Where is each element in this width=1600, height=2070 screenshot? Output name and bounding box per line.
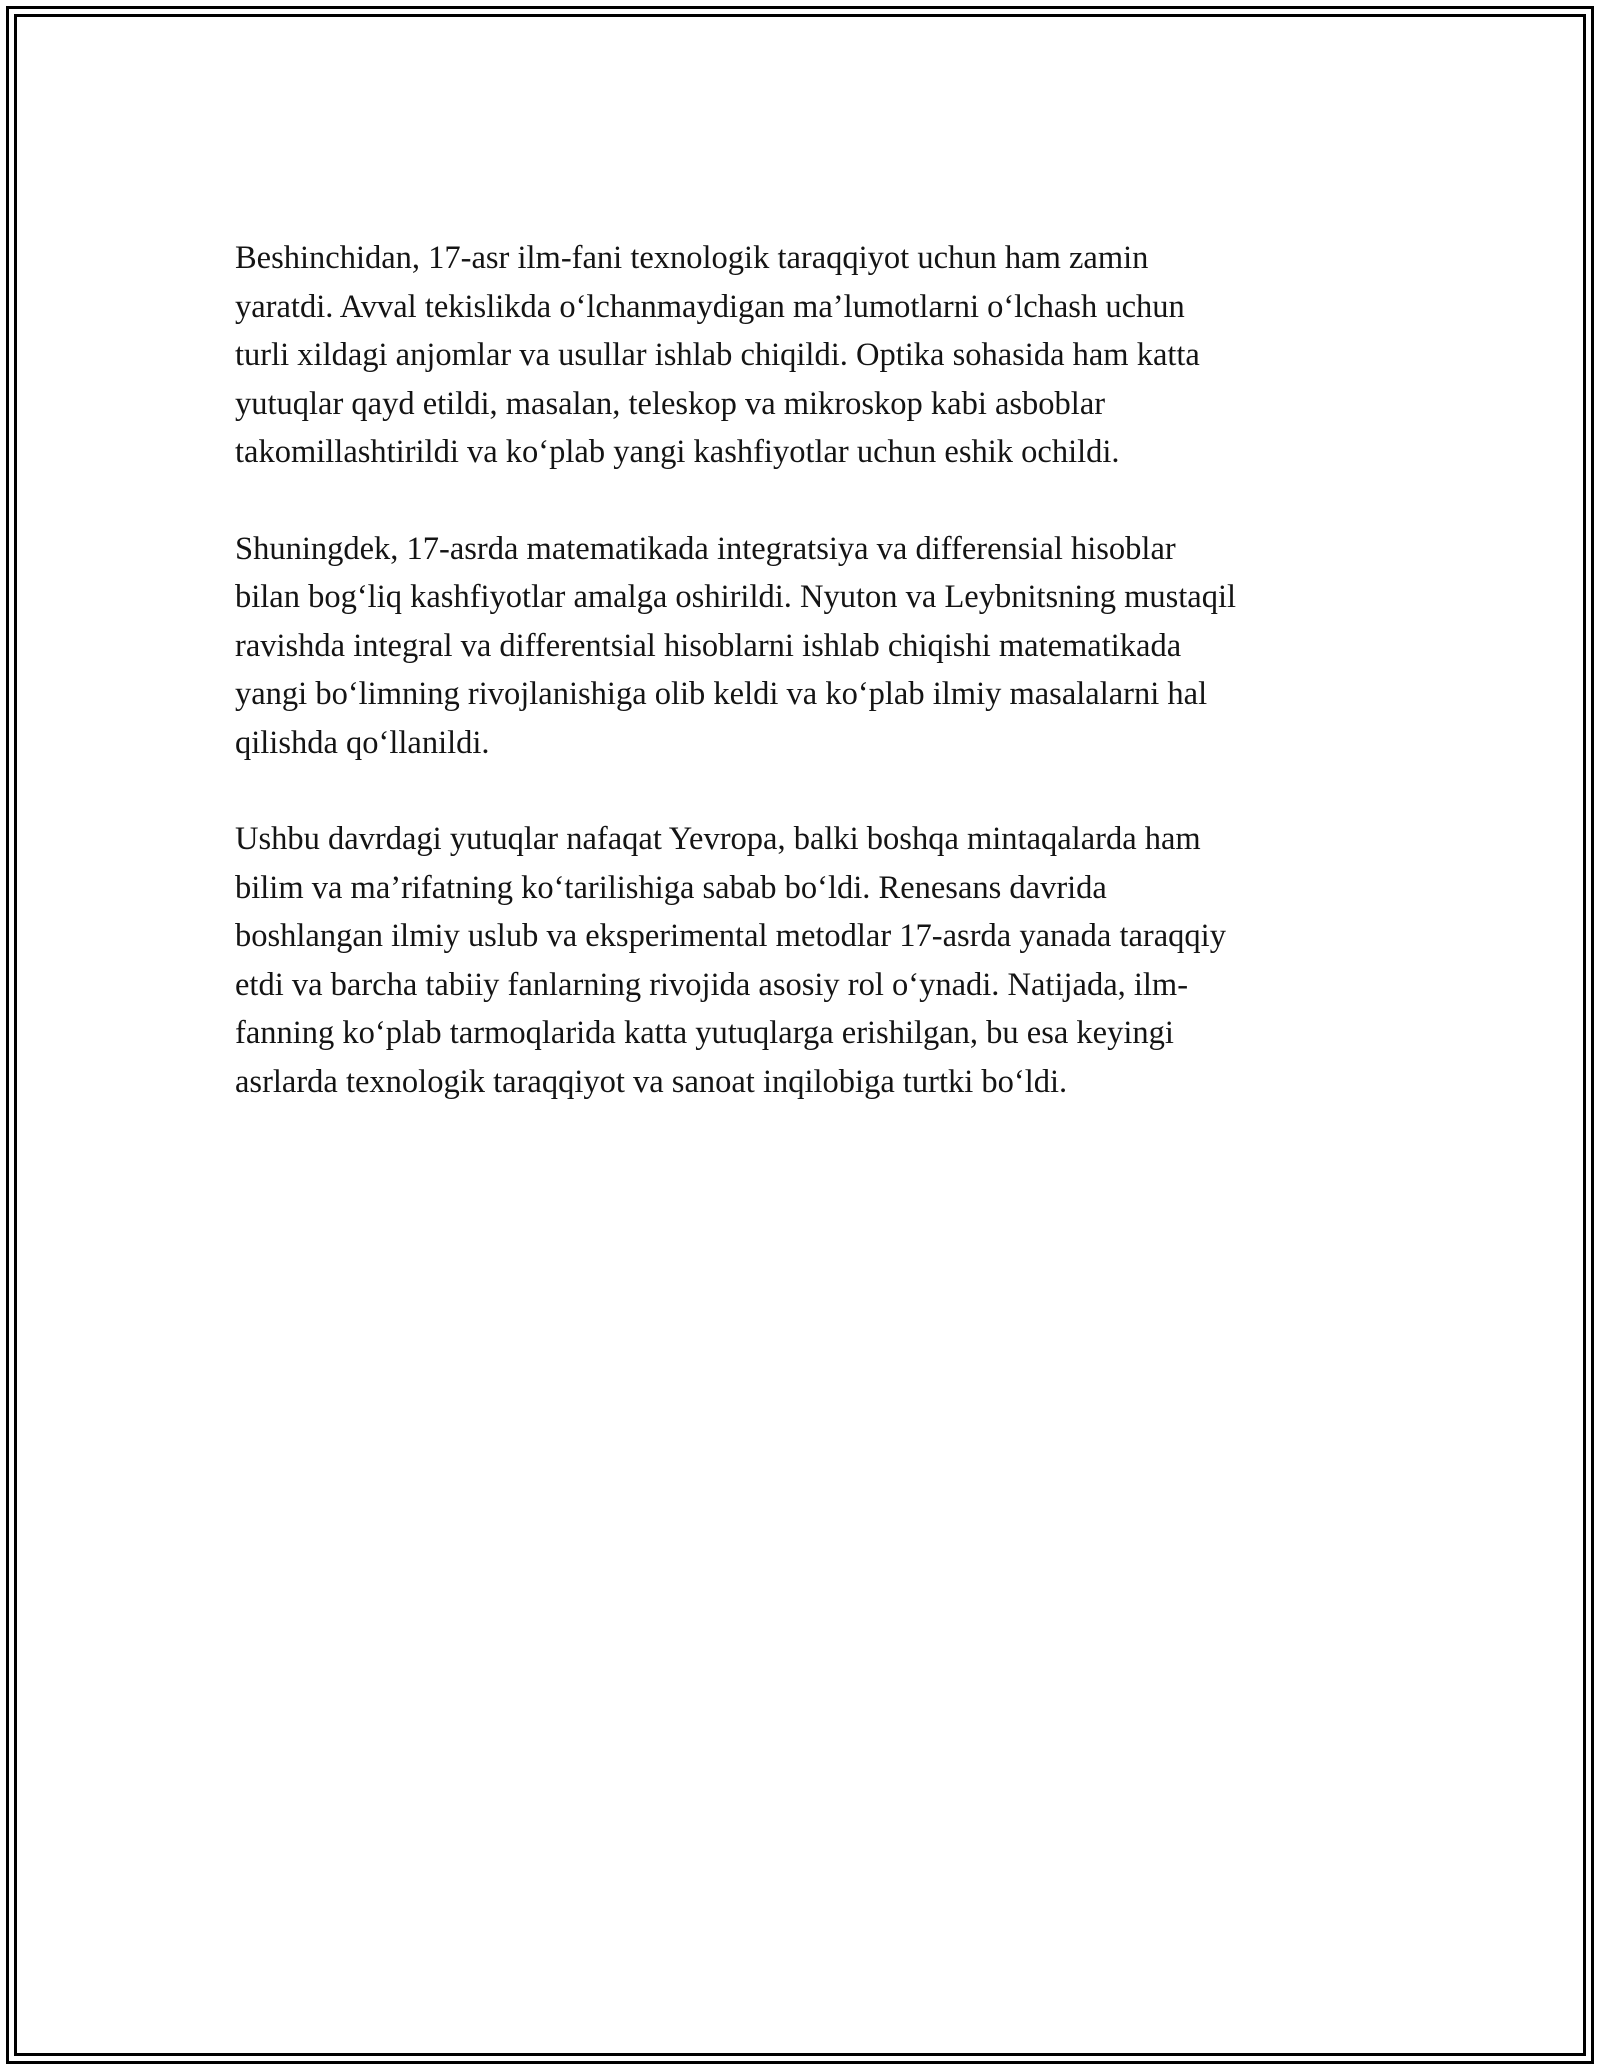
- text-line: yutuqlar qayd etildi, masalan, teleskop va mikroskop kabi asboblar: [235, 385, 1106, 422]
- text-line: ravishda integral va differentsial hisoblarni ishlab chiqishi matematikada: [235, 627, 1182, 664]
- text-line: takomillashtirildi va ko‘plab yangi kashfiyotlar uchun eshik ochildi.: [235, 434, 1120, 470]
- text-line: qilishda qo‘llanildi.: [235, 724, 490, 761]
- document-body: [235, 234, 1385, 1154]
- text-line: Shuningdek, 17-asrda matematikada integratsiya va differensial hisoblar: [235, 530, 1176, 567]
- text-line: bilim va ma’rifatning ko‘tarilishiga sabab bo‘ldi. Renesans davrida: [235, 869, 1107, 906]
- text-line: Beshinchidan, 17-asr ilm-fani texnologik taraqqiyot uchun ham zamin: [235, 240, 1149, 276]
- text-line: turli xildagi anjomlar va usullar ishlab chiqildi. Optika sohasida ham katta: [235, 337, 1200, 373]
- text-line: asrlarda texnologik taraqqiyot va sanoat inqilobiga turtki bo‘ldi.: [235, 1063, 1068, 1100]
- text-line: boshlangan ilmiy uslub va eksperimental metodlar 17-asrda yanada taraqqiy: [235, 918, 1226, 954]
- paragraph-2: [235, 525, 1385, 768]
- text-line: Ushbu davrdagi yutuqlar nafaqat Yevropa, balki boshqa mintaqalarda ham: [235, 821, 1201, 857]
- text-line: bilan bog‘liq kashfiyotlar amalga oshirildi. Nyuton va Leybnitsning mustaqil: [235, 579, 1237, 615]
- paragraph-3: [235, 815, 1385, 1106]
- text-line: etdi va barcha tabiiy fanlarning rivojida asosiy rol o‘ynadi. Natijada, ilm-: [235, 966, 1189, 1003]
- paragraph-1: [235, 234, 1385, 477]
- text-line: yangi bo‘limning rivojlanishiga olib keldi va ko‘plab ilmiy masalalarni hal: [235, 676, 1208, 712]
- text-line: yaratdi. Avval tekislikda o‘lchanmaydigan ma’lumotlarni o‘lchash uchun: [235, 288, 1185, 325]
- text-line: fanning ko‘plab tarmoqlarida katta yutuqlarga erishilgan, bu esa keyingi: [235, 1015, 1174, 1051]
